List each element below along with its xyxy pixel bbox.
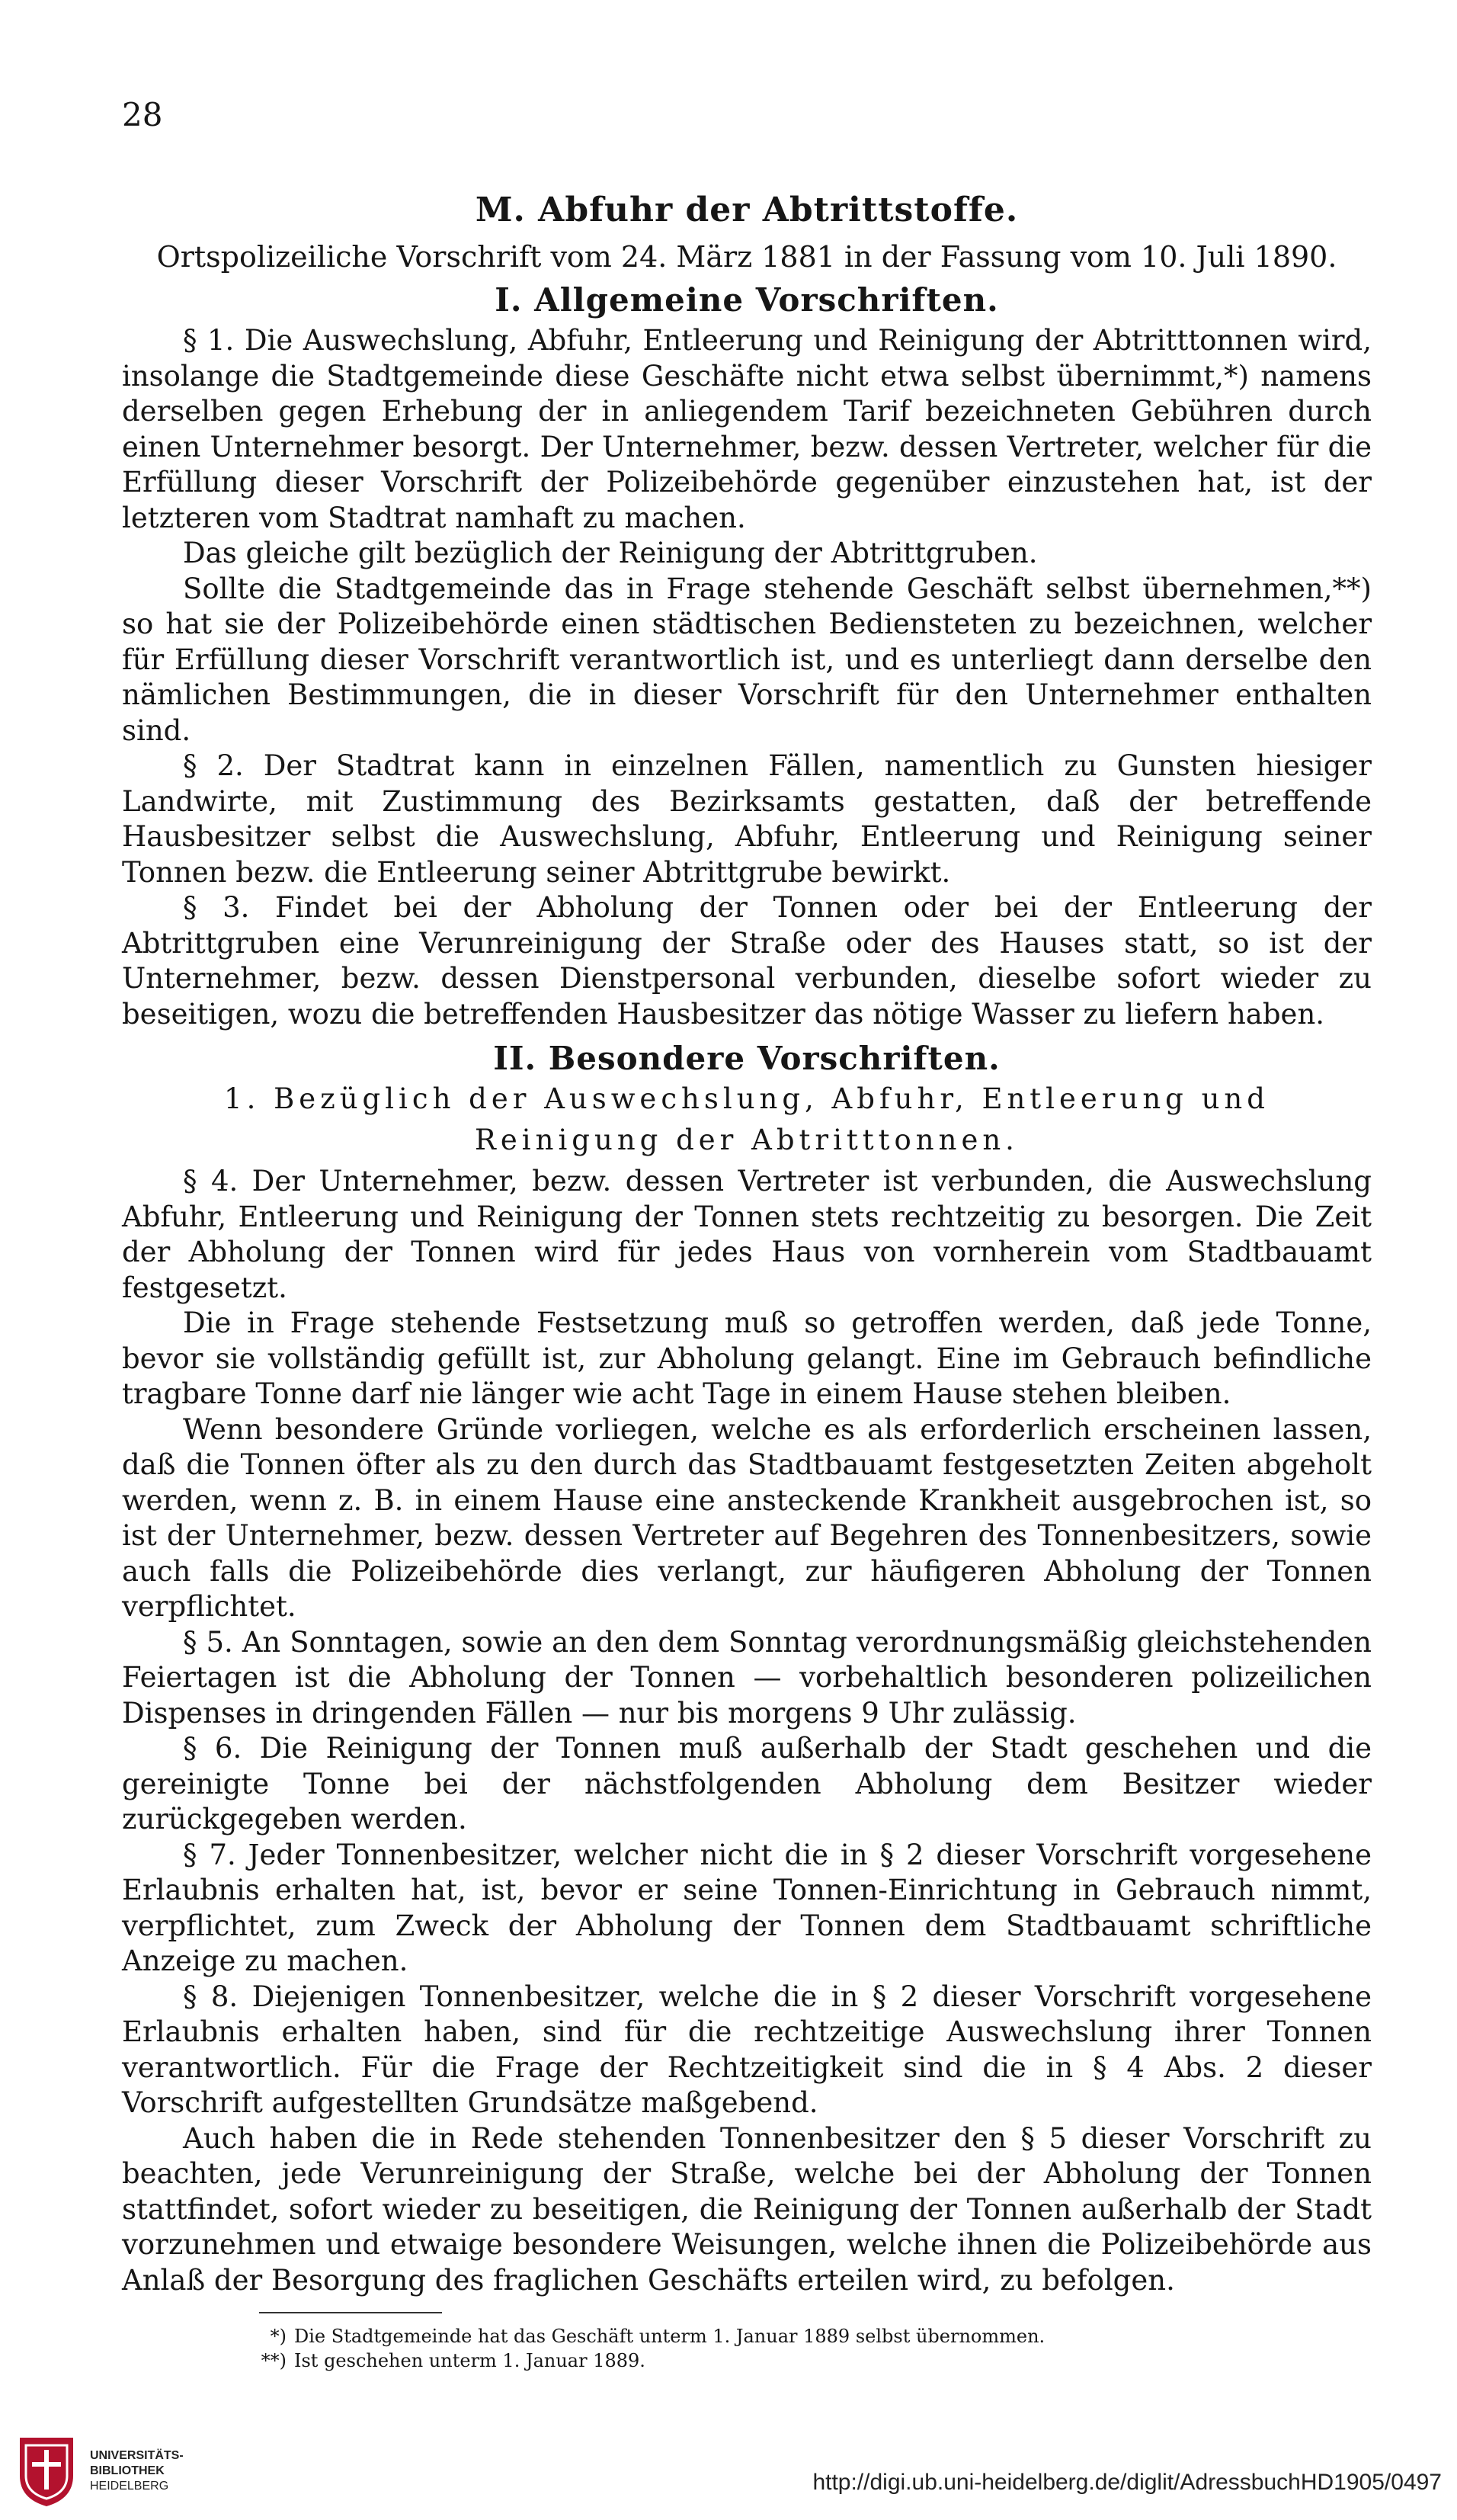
paragraph-s7: § 7. Jeder Tonnenbesitzer, welcher nicht die in § 2 dieser Vorschrift vorgesehene Erlaubnis erhalten hat, ist, bevor er seine Tonnen-Einrichtung in Gebrauch nimmt, verpflichtet, zum Zweck der Abholung der Tonnen dem Stadtbauamt schriftliche Anzeige zu machen. — [122, 1838, 1372, 1977]
source-url-link[interactable]: http://digi.ub.uni-heidelberg.de/diglit/AdressbuchHD1905/0497 — [812, 2470, 1442, 2495]
footnote-divider — [259, 2312, 442, 2313]
footnote-mark: **) — [261, 2350, 287, 2371]
section-heading-special: II. Besondere Vorschriften. — [493, 1040, 1001, 1077]
paragraph-gruende: Wenn besondere Gründe vorliegen, welche es als erforderlich erscheinen lassen, daß die Tonnen öfter als zu den durch das Stadtbauamt festgesetzten Zeiten abgeholt werden, wenn z. B. in einem Hause eine ansteckende Krankheit ausgebrochen ist, so ist der Unternehmer, bezw. dessen Vertreter auf Begehren des Tonnenbesitzers, sowie auch falls die Polizeibehörde dies verlangt, zur häufigeren Abholung der Tonnen verpflichtet. — [122, 1412, 1372, 1623]
paragraph-stadtgemeinde: Sollte die Stadtgemeinde das in Frage stehende Geschäft selbst übernehmen,**) so hat sie der Polizeibehörde einen städtischen Bediensteten zu bezeichnen, welcher für Erfüllung dieser Vorschrift verantwortlich ist, und es unterliegt dann derselbe den nämlichen Bestimmungen, die in dieser Vorschrift für den Unternehmer enthalten sind. — [122, 572, 1372, 747]
document-subtitle: Ortspolizeiliche Vorschrift vom 24. März 1881 in der Fassung vom 10. Juli 1890. — [156, 240, 1337, 274]
seal-icon — [15, 2433, 78, 2509]
paragraph-s2: § 2. Der Stadtrat kann in einzelnen Fällen, namentlich zu Gunsten hiesiger Landwirte, mit Zustimmung des Bezirksamts gestatten, daß der betreffende Hausbesitzer selbst die Auswechslung, Abfuhr, Entleerung und Reinigung seiner Tonnen bezw. die Entleerung seiner Abtrittgrube bewirkt. — [122, 749, 1372, 889]
logo-line: HEIDELBERG — [90, 2480, 169, 2493]
paragraph-gruben: Das gleiche gilt bezüglich der Reinigung der Abtrittgruben. — [183, 537, 1038, 569]
footnote — [251, 2324, 1372, 2348]
footnote — [251, 2348, 1372, 2373]
footnote-mark: *) — [270, 2326, 287, 2347]
footer-bar — [0, 2424, 1457, 2520]
footnotes — [122, 2324, 1372, 2373]
paragraph-tonnenbesitzer: Auch haben die in Rede stehenden Tonnenbesitzer den § 5 dieser Vorschrift zu beachten, jede Verunreinigung der Straße, welche bei der Abholung der Tonnen stattfindet, sofort wieder zu beseitigen, die Reinigung der Tonnen außerhalb der Stadt vorzunehmen und etwaige besondere Weisungen, welche ihnen die Polizeibehörde aus Anlaß der Besorgung des fraglichen Geschäfts erteilen wird, zu befolgen. — [122, 2121, 1372, 2297]
paragraph-s5: § 5. An Sonntagen, sowie an den dem Sonntag verordnungsmäßig gleichstehenden Feiertagen ist die Abholung der Tonnen — vorbehaltlich besonderen polizeilichen Dispenses in dringenden Fällen — nur bis morgens 9 Uhr zulässig. — [122, 1625, 1372, 1730]
page-number: 28 — [122, 96, 163, 133]
paragraph-s8: § 8. Diejenigen Tonnenbesitzer, welche die in § 2 dieser Vorschrift vorgesehene Erlaubnis erhalten haben, sind für die rechtzeitige Auswechslung ihrer Tonnen verantwortlich. Für die Frage der Rechtzeitigkeit sind die in § 4 Abs. 2 dieser Vorschrift aufgestellten Grundsätze maßgebend. — [122, 1980, 1372, 2119]
logo-line: BIBLIOTHEK — [90, 2464, 165, 2477]
title-block — [122, 191, 1372, 274]
footnote-text: Die Stadtgemeinde hat das Geschäft unterm 1. Januar 1889 selbst übernommen. — [294, 2326, 1046, 2347]
footnote-text: Ist geschehen unterm 1. Januar 1889. — [294, 2350, 645, 2371]
paragraph-s4: § 4. Der Unternehmer, bezw. dessen Vertreter ist verbunden, die Auswechslung Abfuhr, Entleerung und Reinigung der Tonnen stets rechtzeitig zu besorgen. Die Zeit der Abholung der Tonnen wird für jedes Haus von vornherein vom Stadtbauamt festgesetzt. — [122, 1165, 1372, 1304]
subheading-line-1: 1. Bezüglich der Auswechslung, Abfuhr, Entleerung und — [224, 1082, 1270, 1115]
section-heading-general: I. Allgemeine Vorschriften. — [495, 281, 999, 319]
paragraph-festsetzung: Die in Frage stehende Festsetzung muß so getroffen werden, daß jede Tonne, bevor sie vollständig gefüllt ist, zur Abholung gelangt. Eine im Gebrauch befindliche tragbare Tonne darf nie länger wie acht Tage in einem Hause stehen bleiben. — [122, 1306, 1372, 1410]
paragraph-s3: § 3. Findet bei der Abholung der Tonnen oder bei der Entleerung der Abtrittgruben eine Verunreinigung der Straße oder des Hauses statt, so ist der Unternehmer, bezw. dessen Dienstpersonal verbunden, dieselbe sofort wieder zu beseitigen, wozu die betreffenden Hausbesitzer das nötige Wasser zu liefern haben. — [122, 891, 1372, 1031]
logo-text — [90, 2448, 184, 2494]
library-logo — [15, 2433, 184, 2509]
document-title: M. Abfuhr der Abtrittstoffe. — [475, 191, 1019, 229]
subheading-line-2: Reinigung der Abtritttonnen. — [475, 1124, 1019, 1156]
logo-line: UNIVERSITÄTS- — [90, 2449, 184, 2462]
document-page — [122, 96, 1372, 2373]
paragraph-s1: § 1. Die Auswechslung, Abfuhr, Entleerung und Reinigung der Abtritttonnen wird, insolange die Stadtgemeinde diese Geschäfte nicht etwa selbst übernimmt,*) namens derselben gegen Erhebung der in anliegendem Tarif bezeichneten Gebühren durch einen Unternehmer besorgt. Der Unternehmer, bezw. dessen Vertreter, welcher für die Erfüllung dieser Vorschrift der Polizeibehörde gegenüber einzustehen hat, ist der letzteren vom Stadtrat namhaft zu machen. — [122, 324, 1372, 534]
paragraph-s6: § 6. Die Reinigung der Tonnen muß außerhalb der Stadt geschehen und die gereinigte Tonne bei der nächstfolgenden Abholung dem Besitzer wieder zurückgegeben werden. — [122, 1732, 1372, 1835]
